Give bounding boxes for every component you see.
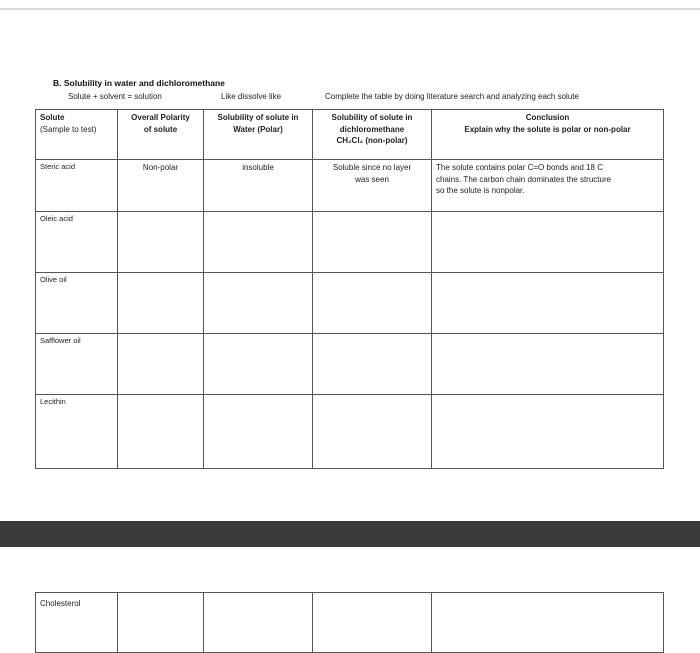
polarity-cell[interactable]	[118, 334, 204, 395]
header-polarity-line2: of solute	[143, 124, 178, 134]
water-solubility-cell[interactable]	[204, 395, 313, 469]
header-water-line1: Solubility of solute in	[217, 113, 299, 122]
header-polarity	[118, 110, 204, 160]
section-heading: B. Solubility in water and dichloromethane	[53, 78, 225, 88]
polarity-cell[interactable]: Non-polar	[118, 160, 204, 212]
rule-text: Like dissolve like	[221, 92, 282, 101]
solute-cell: Oleic acid	[36, 212, 118, 273]
polarity-cell[interactable]	[118, 273, 204, 334]
table-header-row	[36, 110, 664, 160]
dcm-solubility-cell[interactable]	[313, 212, 432, 273]
solute-cell: Cholesterol	[36, 593, 118, 653]
page-break-band	[0, 521, 700, 547]
header-polarity-line1: Overall Polarity	[131, 113, 190, 122]
table-row	[36, 212, 664, 273]
table-row	[36, 273, 664, 334]
header-dcm-line1: Solubility of solute in	[331, 113, 413, 122]
water-solubility-cell[interactable]	[204, 273, 313, 334]
conclusion-line3: so the solute is nonpolar.	[436, 186, 525, 196]
conclusion-line2: chains. The carbon chain dominates the structure	[436, 174, 612, 184]
dcm-solubility-cell[interactable]	[313, 395, 432, 469]
table-row	[36, 593, 664, 653]
water-solubility-cell[interactable]	[204, 593, 313, 653]
conclusion-cell[interactable]	[432, 593, 664, 653]
conclusion-cell[interactable]	[432, 212, 664, 273]
dcm-solubility-cell[interactable]	[313, 160, 432, 212]
conclusion-cell[interactable]	[432, 273, 664, 334]
header-solute	[36, 110, 118, 160]
dcm-solubility-cell[interactable]	[313, 334, 432, 395]
solute-cell: Safflower oil	[36, 334, 118, 395]
dcm-line1: Soluble since no layer	[332, 163, 412, 172]
polarity-cell[interactable]	[118, 395, 204, 469]
water-solubility-cell[interactable]	[204, 334, 313, 395]
solute-cell: Lecithin	[36, 395, 118, 469]
conclusion-cell[interactable]	[432, 160, 664, 212]
header-dcm-line3: CH₂Cl₂ (non-polar)	[336, 136, 408, 146]
header-water	[204, 110, 313, 160]
header-solute-sub: (Sample to test)	[40, 124, 97, 134]
header-conclusion-line2: Explain why the solute is polar or non-polar	[464, 124, 631, 134]
dcm-solubility-cell[interactable]	[313, 273, 432, 334]
dcm-line2: was seen	[355, 174, 389, 184]
header-dcm	[313, 110, 432, 160]
solute-cell: Olive oil	[36, 273, 118, 334]
table-row	[36, 334, 664, 395]
polarity-cell[interactable]	[118, 593, 204, 653]
solubility-table	[35, 109, 664, 469]
dcm-solubility-cell[interactable]	[313, 593, 432, 653]
header-dcm-line2: dichloromethane	[339, 124, 405, 134]
polarity-cell[interactable]	[118, 212, 204, 273]
table-row	[36, 160, 664, 212]
conclusion-cell[interactable]	[432, 334, 664, 395]
header-water-line2: Water (Polar)	[233, 124, 283, 134]
top-divider	[0, 8, 700, 10]
instruction-text: Complete the table by doing literature search and analyzing each solute	[325, 92, 579, 101]
conclusion-cell[interactable]	[432, 395, 664, 469]
water-solubility-cell[interactable]: insoluble	[204, 160, 313, 212]
conclusion-line1: The solute contains polar C=O bonds and 18 C	[436, 163, 603, 172]
equation-text: Solute + solvent = solution	[68, 92, 162, 101]
header-conclusion	[432, 110, 664, 160]
header-conclusion-line1: Conclusion	[525, 113, 570, 122]
water-solubility-cell[interactable]	[204, 212, 313, 273]
cholesterol-table	[35, 592, 664, 653]
table-row	[36, 395, 664, 469]
header-solute-title: Solute	[40, 113, 65, 122]
solute-cell: Steric acid	[36, 160, 118, 212]
